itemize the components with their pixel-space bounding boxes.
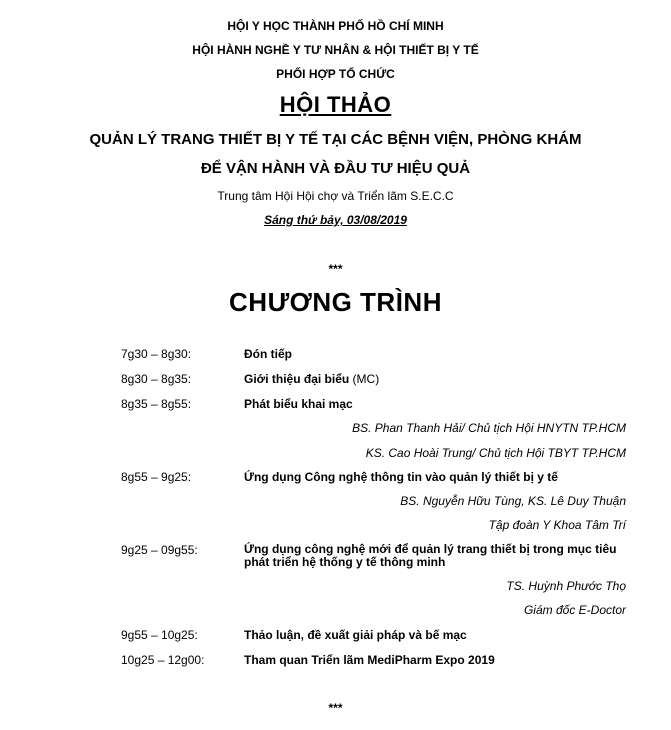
- event-date: Sáng thứ bảy, 03/08/2019: [264, 213, 407, 227]
- program-title: CHƯƠNG TRÌNH: [229, 287, 442, 317]
- schedule-item: Tham quan Triển lãm MediPharm Expo 2019: [244, 653, 495, 667]
- schedule-item-text: Giới thiệu đại biểu: [244, 372, 350, 386]
- schedule-item: Đón tiếp: [244, 347, 292, 361]
- schedule-item: Ứng dụng công nghệ mới để quản lý trang thiết bị trong mục tiêu phát triển hệ thống y tế thông minh: [244, 542, 617, 569]
- schedule-time: 8g55 – 9g25:: [121, 470, 192, 484]
- speaker-affiliation: Giám đốc E-Doctor: [523, 603, 626, 617]
- schedule-time: 9g55 – 10g25:: [121, 628, 198, 642]
- schedule-time: 9g25 – 09g55:: [121, 543, 198, 557]
- speaker: TS. Huỳnh Phước Thọ: [506, 579, 626, 593]
- organizer-line-1: HỘI Y HỌC THÀNH PHỐ HỒ CHÍ MINH: [227, 19, 444, 33]
- schedule-time: 8g30 – 8g35:: [121, 372, 192, 386]
- speaker-affiliation: Tập đoàn Y Khoa Tâm Trí: [488, 518, 626, 532]
- separator-bottom: ***: [328, 701, 343, 715]
- venue: Trung tâm Hội Hội chợ và Triển lãm S.E.C.C: [217, 189, 454, 203]
- organizer-line-2: HỘI HÀNH NGHỀ Y TƯ NHÂN & HỘI THIẾT BỊ Y TẾ: [192, 43, 479, 57]
- schedule-time: 7g30 – 8g30:: [121, 347, 192, 361]
- subtitle-line-1: QUẢN LÝ TRANG THIẾT BỊ Y TẾ TẠI CÁC BỆNH VIỆN, PHÒNG KHÁM: [89, 131, 582, 148]
- schedule-item: Thảo luận, đề xuất giải pháp và bế mạc: [244, 628, 467, 642]
- schedule-time: 8g35 – 8g55:: [121, 397, 192, 411]
- speaker: KS. Cao Hoài Trung/ Chủ tịch Hội TBYT TP.HCM: [365, 446, 626, 460]
- separator-top: ***: [328, 262, 343, 276]
- schedule-time: 10g25 – 12g00:: [121, 653, 205, 667]
- speaker: BS. Phan Thanh Hải/ Chủ tịch Hội HNYTN TP.HCM: [352, 421, 626, 435]
- subtitle-line-2: ĐỂ VẬN HÀNH VÀ ĐẦU TƯ HIỆU QUẢ: [200, 160, 471, 177]
- cooperation-line: PHỐI HỢP TỔ CHỨC: [276, 67, 395, 81]
- schedule-item: Ứng dụng Công nghệ thông tin vào quản lý thiết bị y tế: [244, 470, 558, 484]
- mc-note: (MC): [349, 372, 380, 386]
- schedule-item: [244, 372, 379, 386]
- schedule-item: Phát biểu khai mạc: [244, 397, 353, 411]
- document-title: HỘI THẢO: [279, 92, 392, 117]
- speaker: BS. Nguyễn Hữu Tùng, KS. Lê Duy Thuận: [400, 494, 626, 508]
